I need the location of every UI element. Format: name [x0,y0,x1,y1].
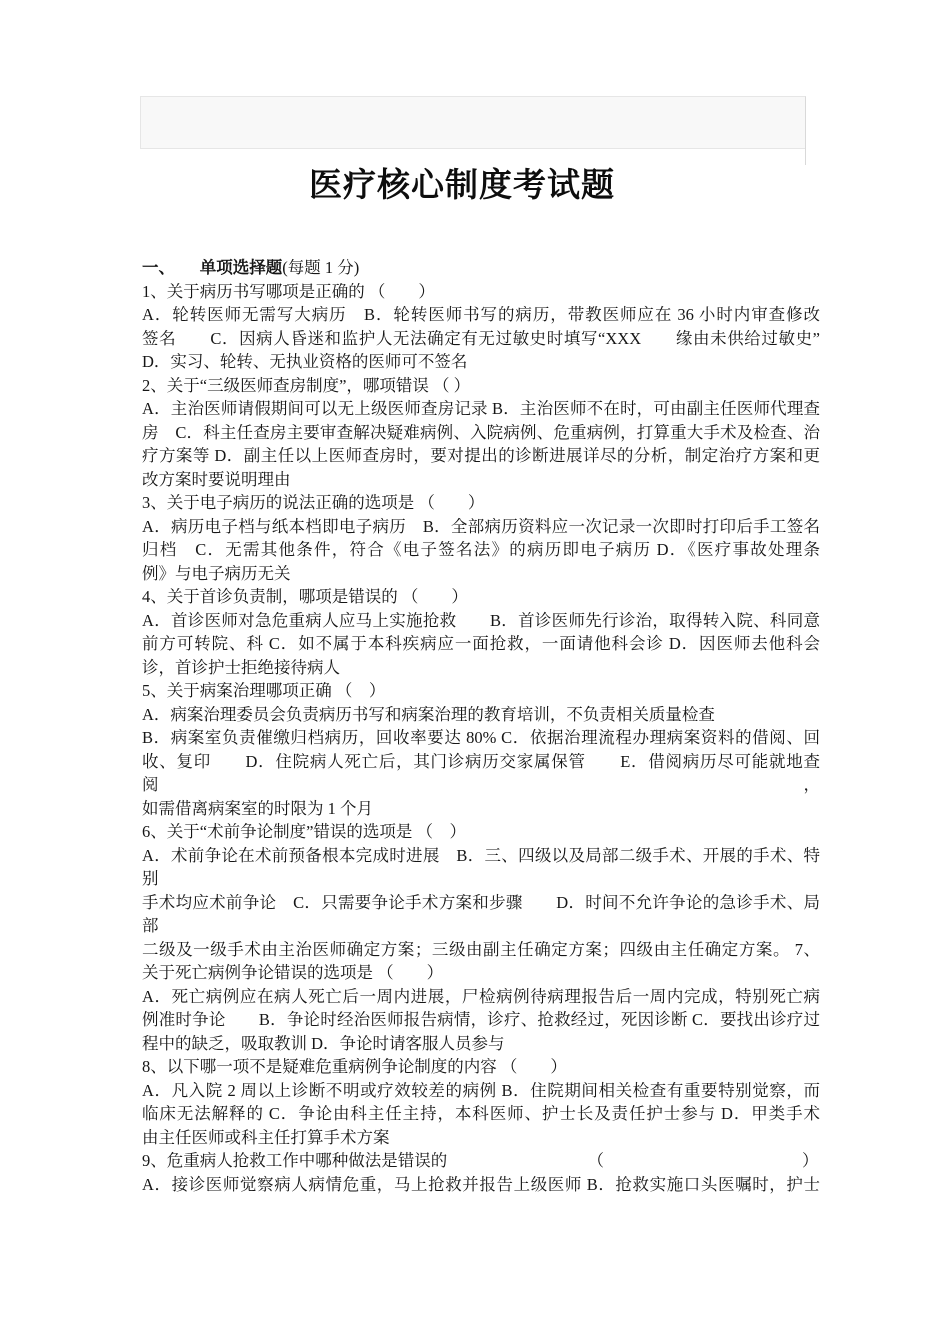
question-line: 3、关于电子病历的说法正确的选项是 （ ） [142,493,485,512]
option-line: 归档 C．无需其他条件，符合《电子签名法》的病历即电子病历 D．《医疗事故处理条 [142,540,820,559]
header-bar-right-edge [805,147,806,165]
question-line: 5、关于病案治理哪项正确 （ ） [142,681,386,700]
option-line: 程中的缺乏，吸取教训 D．争论时请客服人员参与 [142,1033,505,1053]
option-line: 疗方案等 D．副主任以上医师查房时，要对提出的诊断进展详尽的分析，制定治疗方案和更 [142,446,820,465]
option-line: 例准时争论 B．争论时经治医师报告病情，诊疗、抢救经过，死因诊断 C．要找出诊疗过 [142,1010,820,1029]
option-line: 收、复印 D．住院病人死亡后，其门诊病历交家属保管 E．借阅病历尽可能就地查阅， [142,751,820,794]
option-line: 改方案时要说明理由 [142,469,291,489]
option-line: 签名 C．因病人昏迷和监护人无法确定有无过敏史时填写“XXX 缘由未供给过敏史” [142,328,820,348]
option-line: B．病案室负责催缴归档病历，回收率要达 80% C．依据治理流程办理病案资料的借阅、回 [142,728,820,747]
header-placeholder-bar [140,96,806,149]
option-line: 如需借离病案室的时限为 1 个月 [142,798,373,818]
option-line: A．病案治理委员会负责病历书写和病案治理的教育培训，不负责相关质量检查 [142,704,715,724]
question-line: 6、关于“术前争论制度”错误的选项是 （ ） [142,822,467,841]
option-line: A．凡入院 2 周以上诊断不明或疗效较差的病例 B．住院期间相关检查有重要特别觉察，而 [142,1080,820,1100]
option-line: A．接诊医师觉察病人病情危重，马上抢救并报告上级医师 B．抢救实施口头医嘱时，护士 [142,1174,820,1194]
option-line: A．病历电子档与纸本档即电子病历 B．全部病历资料应一次记录一次即时打印后手工签名 [142,516,820,536]
option-line: 诊，首诊护士拒绝接待病人 [142,657,340,677]
option-line: 二级及一级手术由主治医师确定方案；三级由副主任确定方案；四级由主任确定方案。 7、 [142,939,820,959]
option-line: 临床无法解释的 C．争论由科主任主持，本科医师、护士长及责任护士参与 D．甲类手术 [142,1104,820,1123]
option-line: 前方可转院、科 C．如不属于本科疾病应一面抢救，一面请他科会诊 D．因医师去他科会 [142,634,820,653]
document-title: 医疗核心制度考试题 [309,168,615,204]
option-line: A．死亡病例应在病人死亡后一周内进展，尸检病例待病理报告后一周内完成，特别死亡病 [142,986,820,1006]
option-line: 房 C．科主任查房主要审查解决疑难病例、入院病例、危重病例，打算重大手术及检查、治 [142,422,820,442]
option-line: 例》与电子病历无关 [142,563,291,583]
question-line: 关于死亡病例争论错误的选项是 （ ） [142,963,444,982]
question-line: 1、关于病历书写哪项是正确的 （ ） [142,281,435,301]
question-line: 2、关于“三级医师查房制度”，哪项错误 （ ） [142,375,471,395]
option-line: 手术均应术前争论 C．只需要争论手术方案和步骤 D．时间不允许争论的急诊手术、局部 [142,892,820,935]
document-body [142,256,820,1196]
section-heading-note: (每题 1 分) [282,258,360,277]
option-line: A．轮转医师无需写大病历 B．轮转医师书写的病历，带教医师应在 36 小时内审查修改 [142,305,820,324]
option-line: D．实习、轮转、无执业资格的医师可不签名 [142,352,468,371]
option-line: A．术前争论在术前预备根本完成时进展 B．三、四级以及局部二级手术、开展的手术、特别 [142,845,820,888]
option-line: 由主任医师或科主任打算手术方案 [142,1127,390,1147]
question-line: 8、以下哪一项不是疑难危重病例争论制度的内容 （ ） [142,1057,567,1076]
option-line: A．主治医师请假期间可以无上级医师查房记录 B．主治医师不在时，可由副主任医师代理查 [142,399,820,418]
section-heading-label: 一、 单项选择题 [142,258,283,277]
section-heading [142,256,820,280]
question-line: 4、关于首诊负责制，哪项是错误的 （ ） [142,587,468,606]
question-line: 9、危重病人抢救工作中哪种做法是错误的 （ ） [142,1151,819,1170]
option-line: A．首诊医师对急危重病人应马上实施抢救 B．首诊医师先行诊治，取得转入院、科同意 [142,610,820,630]
